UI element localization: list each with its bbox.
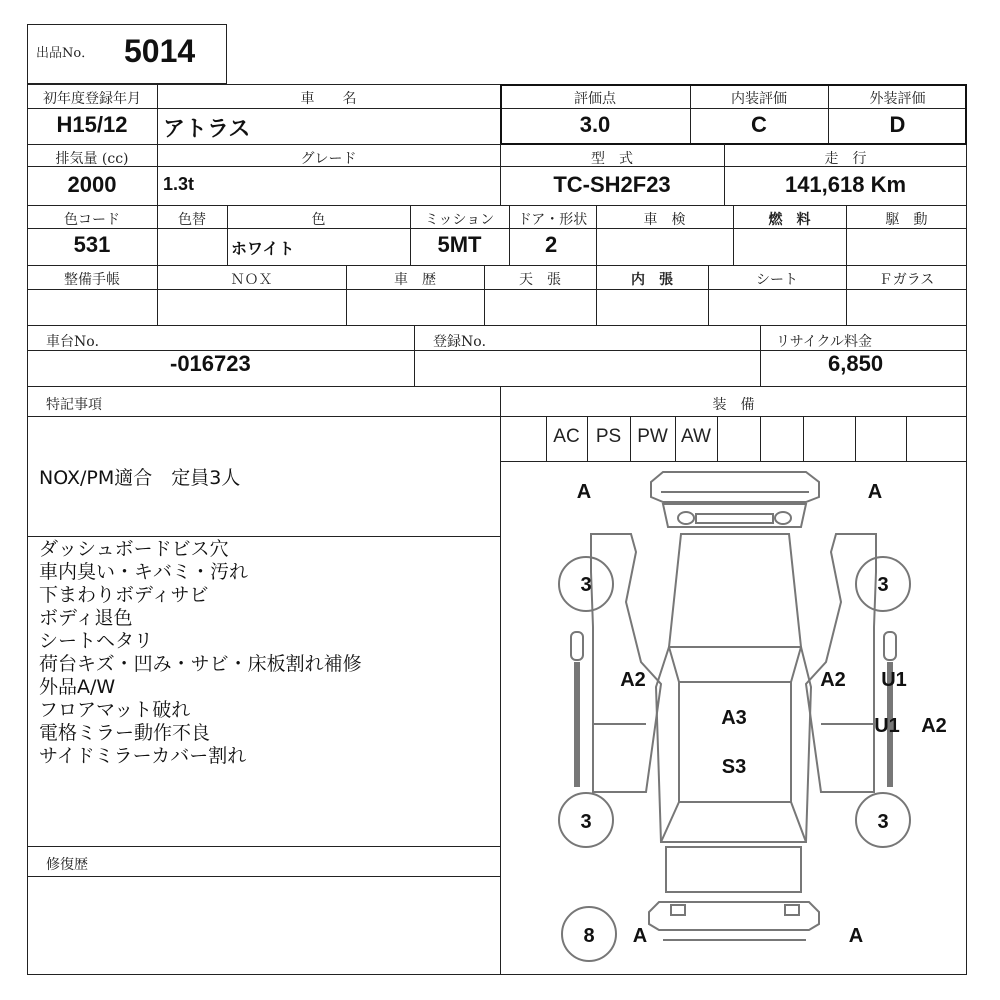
note-line: 荷台キズ・凹み・サビ・床板割れ補修 xyxy=(39,653,362,675)
lot-number: 5014 xyxy=(124,33,196,69)
mark-side-left: A2 xyxy=(620,669,646,691)
mark-rear-right: A xyxy=(848,925,864,947)
note-line: 下まわりボディサビ xyxy=(39,584,209,606)
fuel-label: 燃 料 xyxy=(768,212,811,228)
notes-list xyxy=(39,538,362,768)
note-line: シートヘタリ xyxy=(39,630,154,652)
grade-label: グレード xyxy=(300,151,357,167)
disp-value: 2000 xyxy=(67,172,117,197)
note-line: フロアマット破れ xyxy=(39,699,191,721)
score-value: 3.0 xyxy=(579,112,611,137)
mark-front-right: A xyxy=(867,481,883,503)
note-line: ボディ退色 xyxy=(39,607,133,629)
chassis-value: -016723 xyxy=(170,351,251,376)
mark-wheel-rr: 3 xyxy=(877,811,889,833)
door-value: 2 xyxy=(545,232,558,257)
reg-value: H15/12 xyxy=(56,112,128,137)
right-door-shape xyxy=(806,534,876,792)
mark-wheel-fl: 3 xyxy=(580,574,592,596)
disp-label: 排気量 (cc) xyxy=(55,151,129,167)
equip-ac: AC xyxy=(553,426,580,447)
rear-panel-shape xyxy=(666,847,801,892)
mission-label: ミッション xyxy=(424,212,495,228)
equip-aw: AW xyxy=(681,426,711,447)
note-line: ダッシュボードビス穴 xyxy=(39,538,229,560)
equip-ps: PS xyxy=(595,426,622,447)
repair-label: 修復歴 xyxy=(46,857,88,873)
exterior-value: D xyxy=(889,112,906,137)
inspection-label: 車 検 xyxy=(643,212,686,228)
interior-trim-label: 内 張 xyxy=(631,272,673,288)
door-label: ドア・形状 xyxy=(517,212,588,228)
front-bumper-shape xyxy=(651,472,819,502)
mark-rear-left: A xyxy=(632,925,648,947)
maint-label: 整備手帳 xyxy=(64,272,120,288)
interior-value: C xyxy=(751,112,767,137)
windshield-shape xyxy=(669,534,801,647)
mark-wheel-fr: 3 xyxy=(877,574,889,596)
score-label: 評価点 xyxy=(574,91,616,107)
drive-label: 駆 動 xyxy=(885,212,928,228)
equip-pw: PW xyxy=(637,426,668,447)
colorcode-value: 531 xyxy=(73,232,111,257)
mark-side-right: A2 xyxy=(820,669,846,691)
nox-label: ＮＯＸ xyxy=(230,272,273,288)
special-label: 特記事項 xyxy=(46,397,102,413)
note-line: 外品A/W xyxy=(39,676,116,698)
recycle-label: リサイクル料金 xyxy=(776,334,873,350)
note-line: 電格ミラー動作不良 xyxy=(39,722,211,744)
mark-floor-a3: A3 xyxy=(721,707,747,729)
mileage-label: 走 行 xyxy=(824,151,867,167)
roof-label: 天 張 xyxy=(519,272,561,288)
fglass-label: Ｆガラス xyxy=(878,272,935,288)
interior-label: 内装評価 xyxy=(731,91,787,107)
lot-label: 出品No． xyxy=(36,46,95,61)
mark-front-left: A xyxy=(576,481,592,503)
repaint-label: 色替 xyxy=(178,212,206,228)
name-label: 車 名 xyxy=(300,91,357,107)
mark-a2-right: A2 xyxy=(921,715,947,737)
grade-value: 1.3t xyxy=(163,174,195,194)
special-text: NOX/PM適合 定員3人 xyxy=(39,467,241,489)
note-line: サイドミラーカバー割れ xyxy=(39,745,247,767)
name-value: アトラス xyxy=(163,116,251,141)
equipment-label: 装 備 xyxy=(712,397,755,413)
chassis-label: 車台No． xyxy=(46,334,109,350)
mission-value: 5MT xyxy=(437,232,482,257)
history-label: 車 歴 xyxy=(394,272,436,288)
left-door-shape xyxy=(591,534,661,792)
model-label: 型 式 xyxy=(591,151,633,167)
color-label: 色 xyxy=(311,212,326,228)
mark-wheel-rl: 3 xyxy=(580,811,592,833)
reg-label: 初年度登録年月 xyxy=(43,91,141,107)
exterior-label: 外装評価 xyxy=(869,91,926,107)
vehicle-diagram xyxy=(501,462,966,974)
recycle-value: 6,850 xyxy=(828,351,884,376)
color-value: ホワイト xyxy=(231,241,295,258)
note-line: 車内臭い・キバミ・汚れ xyxy=(39,561,249,583)
mark-u1-bottom: U1 xyxy=(874,715,900,737)
mark-floor-s3: S3 xyxy=(721,756,747,778)
model-value: TC-SH2F23 xyxy=(553,172,671,197)
mileage-value: 141,618 Km xyxy=(784,172,907,197)
mark-u1-top: U1 xyxy=(881,669,907,691)
mark-spare: 8 xyxy=(583,925,595,947)
regno-label: 登録No． xyxy=(433,334,496,350)
seat-label: シート xyxy=(756,272,798,288)
colorcode-label: 色コード xyxy=(64,212,120,228)
